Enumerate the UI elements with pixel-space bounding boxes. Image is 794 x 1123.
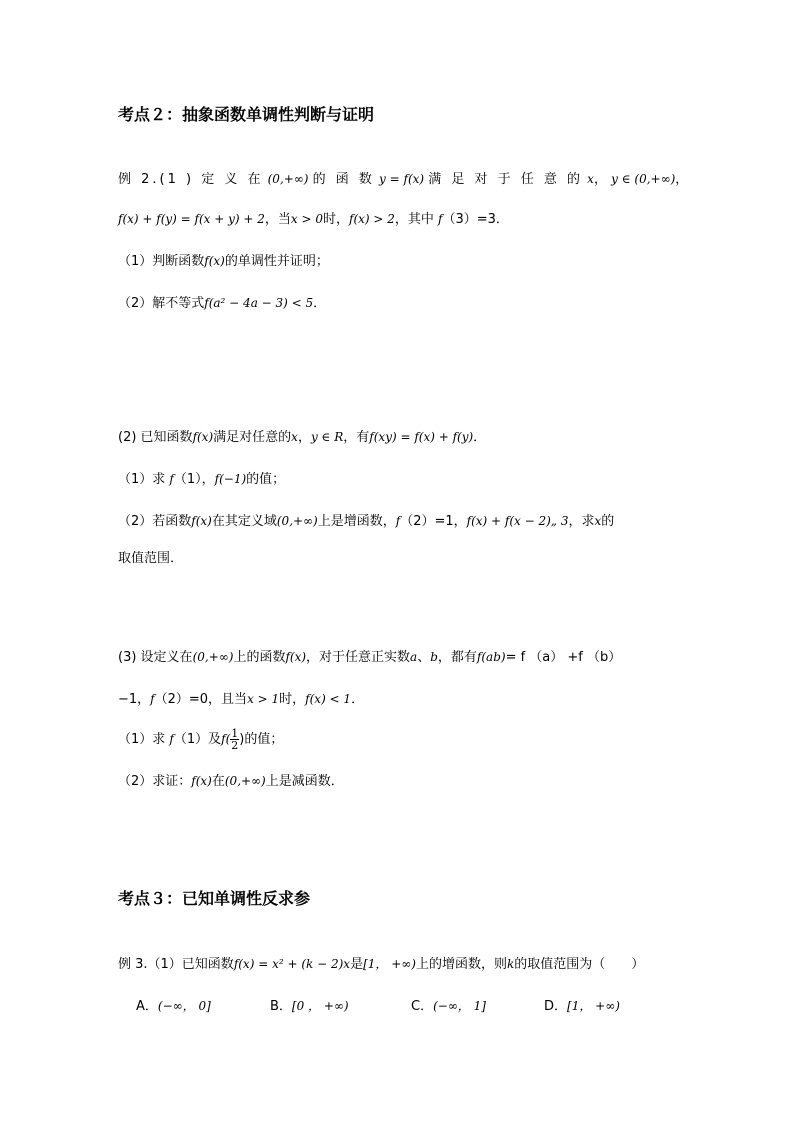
ex2-3-intro-b: 上的函数 bbox=[233, 650, 286, 665]
fraction-one-half bbox=[230, 728, 239, 751]
ex2-1-comma: ， bbox=[593, 172, 607, 187]
ex3-1-intro-c: 上的增函数，则 bbox=[415, 957, 507, 972]
section-heading-2: 考点２：抽象函数单调性判断与证明 bbox=[118, 105, 375, 124]
ex2-3-b: b bbox=[430, 650, 438, 664]
ex2-1-q2-text-b: ． bbox=[313, 296, 327, 311]
ex2-2-q1-fm1: f(−1) bbox=[214, 472, 247, 486]
ex2-2-q2-text-f: 的 bbox=[601, 514, 615, 529]
ex2-2-line1 bbox=[118, 428, 486, 447]
option-a-label: A． bbox=[136, 999, 158, 1014]
ex2-1-intro-c: 满 足 对 于 任 意 的 bbox=[428, 172, 584, 187]
ex2-1-question-1 bbox=[118, 252, 329, 271]
ex2-3-a: a bbox=[410, 650, 418, 664]
ex3-1-intro-a: 例 3.（1）已知函数 bbox=[118, 957, 234, 972]
ex2-1-q2-ineq: f(a² − 4a − 3) < 5 bbox=[204, 296, 314, 310]
ex2-2-eq: f(xy) = f(x) + f(y) bbox=[369, 430, 474, 444]
fraction-numerator: 1 bbox=[231, 727, 239, 740]
ex2-3-intro-e: = f （a） +f （b） bbox=[505, 650, 622, 665]
ex2-1-q1-fx: f(x) bbox=[204, 254, 225, 268]
ex2-3-line2-text-a: −1， bbox=[118, 692, 151, 707]
ex2-1-cond: x > 0 bbox=[290, 212, 323, 226]
ex2-3-question-1 bbox=[118, 726, 283, 753]
ex2-2-end: ． bbox=[473, 430, 487, 445]
ex2-3-intro-d: ，都有 bbox=[437, 650, 477, 665]
ex2-2-question-1 bbox=[118, 470, 285, 489]
ex2-3-line2-text-c: 时， bbox=[279, 692, 306, 707]
ex2-2-q2-text-d: （2）=1， bbox=[400, 514, 467, 529]
ex2-3-question-2 bbox=[118, 772, 344, 791]
ex2-3-fx: f(x) bbox=[285, 650, 307, 664]
ex2-3-domain: (0,+∞) bbox=[192, 650, 234, 664]
ex2-2-x: x bbox=[291, 430, 298, 444]
option-d-label: D． bbox=[544, 999, 568, 1014]
ex2-3-q1-f: f bbox=[169, 732, 174, 746]
option-c-label: C． bbox=[411, 999, 434, 1014]
option-b-label: B． bbox=[270, 999, 292, 1014]
ex2-1-q2-text-a: （2）解不等式 bbox=[118, 296, 205, 311]
ex2-2-q1-text-a: （1）求 bbox=[118, 472, 170, 487]
ex2-2-intro-c: ，有 bbox=[343, 430, 370, 445]
ex2-1-domain: (0,+∞) bbox=[267, 172, 309, 186]
ex2-2-intro-b: 满足对任意的 bbox=[213, 430, 292, 445]
ex2-3-q2-domain: (0,+∞) bbox=[224, 774, 266, 788]
option-d-value: [1， +∞) bbox=[567, 999, 620, 1013]
ex2-3-line2-text-d: ． bbox=[351, 692, 365, 707]
ex2-2-intro-a: (2) 已知函数 bbox=[118, 430, 193, 445]
ex2-2-question-2 bbox=[118, 512, 614, 531]
ex2-3-q1-text-a: （1）求 bbox=[118, 732, 170, 747]
ex3-1-k: k bbox=[506, 957, 515, 971]
ex2-3-dun: 、 bbox=[417, 650, 431, 665]
option-d[interactable] bbox=[544, 997, 620, 1016]
fraction-denominator: 2 bbox=[231, 739, 239, 752]
option-b-value: [0 ， +∞) bbox=[291, 999, 349, 1013]
ex2-3-q1-text-b: （1）及 bbox=[173, 732, 222, 747]
ex2-1-end-comma: ， bbox=[675, 172, 689, 187]
ex2-3-q2-text-a: （2）求证： bbox=[118, 774, 192, 789]
ex2-1-line2 bbox=[118, 210, 509, 229]
ex2-2-q1-text-b: （1）， bbox=[173, 472, 215, 487]
ex2-2-q2-f: f bbox=[395, 514, 401, 528]
ex2-1-functional-eq: f(x) + f(y) = f(x + y) + 2 bbox=[118, 212, 265, 226]
ex2-1-line2-text-d: （3）=3． bbox=[442, 212, 509, 227]
ex2-1-f: f bbox=[438, 212, 443, 226]
ex2-2-q2-text-e: ，求 bbox=[568, 514, 595, 529]
ex2-1-line1 bbox=[118, 170, 688, 189]
option-c-value: (−∞， 1] bbox=[433, 999, 486, 1013]
ex3-1-domain: [1， +∞) bbox=[363, 957, 416, 971]
ex2-1-intro-b: 的 函 数 bbox=[312, 172, 375, 187]
ex2-1-q1-text-a: （1）判断函数 bbox=[118, 254, 205, 269]
option-b[interactable] bbox=[270, 997, 349, 1016]
ex3-1-fx: f(x) = x² + (k − 2)x bbox=[233, 957, 351, 971]
ex2-3-q1-f2: f( bbox=[221, 732, 231, 746]
ex2-2-q1-f: f bbox=[169, 472, 174, 486]
ex2-3-line2 bbox=[118, 690, 364, 709]
ex2-3-q2-fx: f(x) bbox=[191, 774, 212, 788]
ex2-2-q2-text-c: 上是增函数， bbox=[317, 514, 396, 529]
ex2-2-q2-text-a: （2）若函数 bbox=[118, 514, 192, 529]
option-a[interactable] bbox=[136, 997, 211, 1016]
ex2-3-intro-a: (3) 设定义在 bbox=[118, 650, 193, 665]
ex2-2-y-in: y ∈ R bbox=[310, 430, 344, 444]
ex2-1-y-in: y ∈ (0,+∞) bbox=[611, 172, 676, 186]
ex3-1-intro-b: 是 bbox=[350, 957, 364, 972]
ex2-1-intro-a: 例 2.(1 ) 定 义 在 bbox=[118, 172, 264, 187]
ex2-1-ineq: f(x) > 2 bbox=[349, 212, 395, 226]
ex2-1-line2-text-b: 时， bbox=[323, 212, 350, 227]
ex2-3-q2-text-b: 在 bbox=[211, 774, 225, 789]
ex2-1-question-2 bbox=[118, 294, 326, 313]
option-a-value: (−∞， 0] bbox=[157, 999, 211, 1013]
ex2-3-ineq: f(x) < 1 bbox=[305, 692, 352, 706]
ex2-3-intro-c: ，对于任意正实数 bbox=[306, 650, 411, 665]
ex2-2-q2-x: x bbox=[594, 514, 602, 528]
ex2-1-func-eq: y = f(x) bbox=[379, 172, 425, 186]
ex3-1-intro-d: 的取值范围为（ ） bbox=[514, 957, 645, 972]
ex2-1-q1-text-b: 的单调性并证明； bbox=[224, 254, 329, 269]
ex2-2-q2-text-b: 在其定义域 bbox=[211, 514, 277, 529]
ex2-1-x: x bbox=[587, 172, 594, 186]
ex2-2-fx: f(x) bbox=[192, 430, 214, 444]
ex2-3-q1-text-c: )的值； bbox=[239, 732, 284, 747]
ex2-3-q2-text-c: 上是减函数． bbox=[265, 774, 344, 789]
ex2-3-line2-f: f bbox=[150, 692, 155, 706]
ex2-2-q2-ineq: f(x) + f(x − 2)„ 3 bbox=[466, 514, 569, 528]
ex3-1-line1 bbox=[118, 955, 644, 974]
ex2-1-line2-text-a: ，当 bbox=[264, 212, 291, 227]
ex2-2-q2-fx: f(x) bbox=[191, 514, 212, 528]
ex2-2-sep: ， bbox=[297, 430, 311, 445]
ex2-3-line1 bbox=[118, 648, 621, 667]
ex2-3-line2-text-b: （2）=0，且当 bbox=[154, 692, 248, 707]
section-heading-3: 考点３：已知单调性反求参 bbox=[118, 889, 311, 908]
ex2-1-line2-text-c: ，其中 bbox=[394, 212, 439, 227]
ex2-2-q2-domain: (0,+∞) bbox=[276, 514, 318, 528]
ex2-3-fab: f(ab) bbox=[476, 650, 506, 664]
ex2-2-q1-text-c: 的值； bbox=[246, 472, 286, 487]
ex2-2-question-2-cont: 取值范围． bbox=[118, 551, 184, 566]
option-c[interactable] bbox=[411, 997, 486, 1016]
ex2-3-cond: x > 1 bbox=[247, 692, 280, 706]
